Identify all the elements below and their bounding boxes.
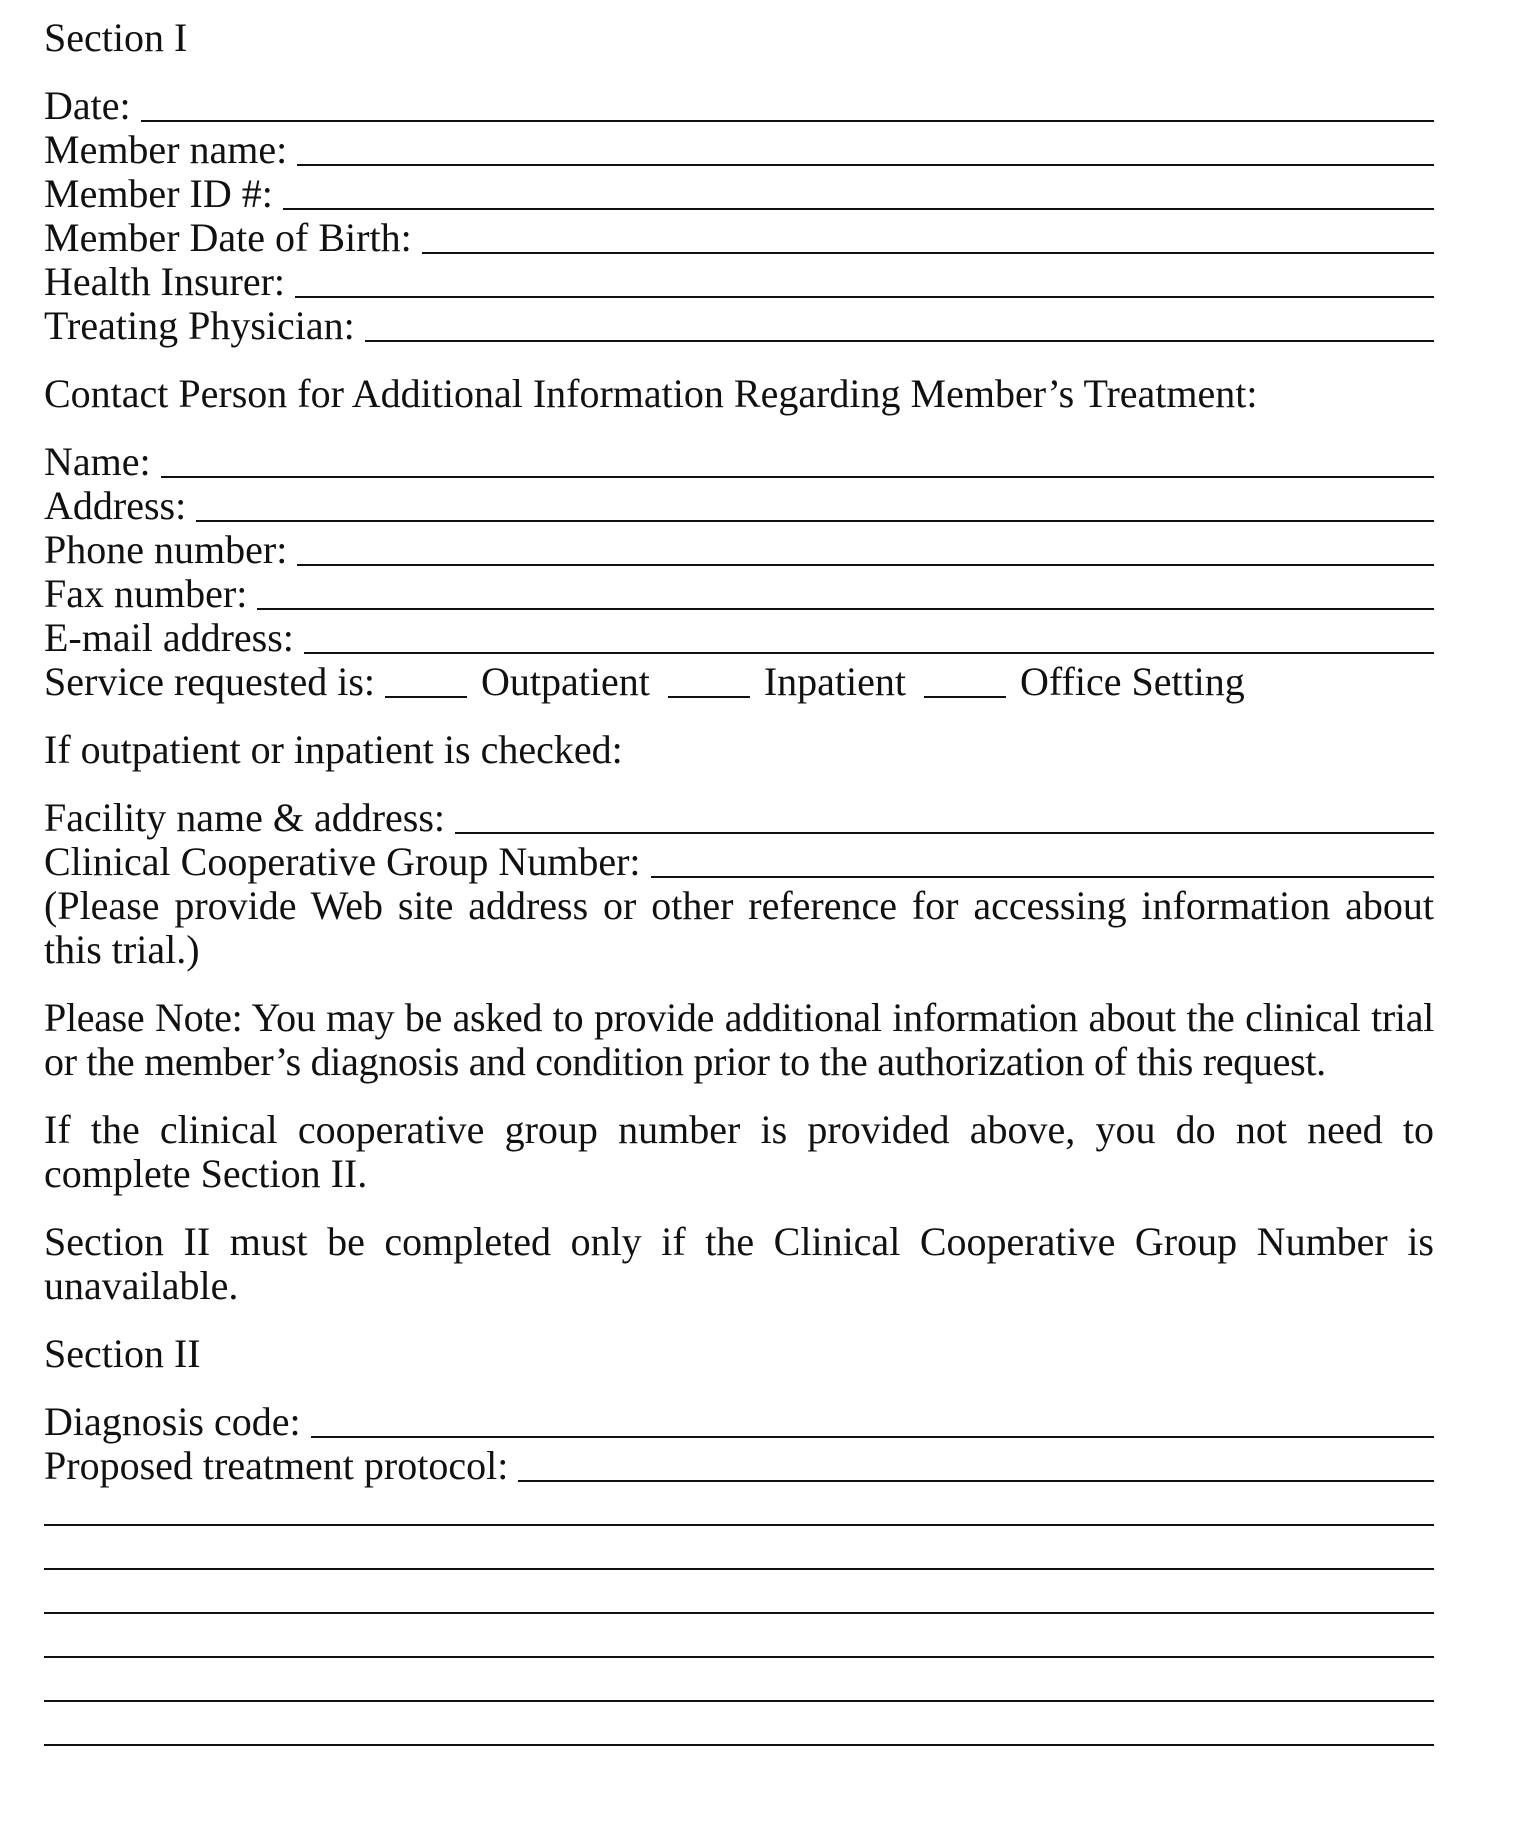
group-number-paragraph: If the clinical cooperative group number is provided above, you do not need to complete Section II. — [44, 1107, 1434, 1196]
treating-physician-field[interactable] — [365, 304, 1434, 342]
facility-fields — [44, 796, 1434, 972]
member-dob-field[interactable] — [422, 216, 1434, 254]
treatment-protocol-field[interactable] — [518, 1444, 1434, 1482]
section-2-requirement-paragraph: Section II must be completed only if the Clinical Cooperative Group Number is unavailable. — [44, 1219, 1434, 1308]
section-1-fields — [44, 84, 1434, 348]
protocol-line — [44, 1664, 1434, 1708]
member-dob-label: Member Date of Birth: — [44, 215, 412, 260]
member-dob-row — [44, 216, 1434, 260]
contact-phone-field[interactable] — [297, 528, 1434, 566]
contact-name-label: Name: — [44, 439, 151, 484]
member-name-field[interactable] — [297, 128, 1434, 166]
protocol-line — [44, 1708, 1434, 1752]
protocol-line-field[interactable] — [44, 1708, 1434, 1746]
health-insurer-row — [44, 260, 1434, 304]
health-insurer-field[interactable] — [295, 260, 1434, 298]
diagnosis-code-label: Diagnosis code: — [44, 1399, 301, 1444]
protocol-line — [44, 1576, 1434, 1620]
treating-physician-label: Treating Physician: — [44, 303, 355, 348]
contact-fax-field[interactable] — [257, 572, 1434, 610]
date-row — [44, 84, 1434, 128]
inpatient-label: Inpatient — [763, 659, 907, 704]
contact-name-field[interactable] — [161, 440, 1434, 478]
please-note-paragraph: Please Note: You may be asked to provide additional information about the clinical trial or the member’s diagnosis and condition prior to the authorization of this request. — [44, 995, 1434, 1084]
member-id-field[interactable] — [283, 172, 1434, 210]
group-number-label: Clinical Cooperative Group Number: — [44, 839, 641, 884]
contact-address-field[interactable] — [196, 484, 1434, 522]
section-1-title: Section I — [44, 15, 188, 60]
protocol-line-field[interactable] — [44, 1488, 1434, 1526]
outpatient-label: Outpatient — [481, 659, 650, 704]
form-page — [44, 16, 1434, 1752]
protocol-line-field[interactable] — [44, 1620, 1434, 1658]
protocol-line — [44, 1532, 1434, 1576]
protocol-line-field[interactable] — [44, 1532, 1434, 1570]
facility-label: Facility name & address: — [44, 795, 446, 840]
facility-heading: If outpatient or inpatient is checked: — [44, 727, 623, 772]
service-requested-label: Service requested is: — [44, 659, 375, 704]
diagnosis-code-field[interactable] — [311, 1400, 1434, 1438]
protocol-line — [44, 1488, 1434, 1532]
contact-phone-row — [44, 528, 1434, 572]
group-number-field[interactable] — [651, 840, 1434, 878]
facility-field[interactable] — [455, 796, 1434, 834]
facility-row — [44, 796, 1434, 840]
contact-fields — [44, 440, 1434, 704]
contact-address-row — [44, 484, 1434, 528]
protocol-line — [44, 1620, 1434, 1664]
protocol-line-field[interactable] — [44, 1664, 1434, 1702]
contact-email-label: E-mail address: — [44, 615, 294, 660]
member-name-label: Member name: — [44, 127, 288, 172]
contact-address-label: Address: — [44, 483, 187, 528]
protocol-line-field[interactable] — [44, 1576, 1434, 1614]
reference-note: (Please provide Web site address or other reference for accessing information about this trial.) — [44, 883, 1434, 972]
contact-fax-label: Fax number: — [44, 571, 248, 616]
contact-email-row — [44, 616, 1434, 660]
contact-email-field[interactable] — [304, 616, 1434, 654]
service-requested-row — [44, 660, 1434, 704]
treatment-protocol-label: Proposed treatment protocol: — [44, 1443, 509, 1488]
office-setting-label: Office Setting — [1020, 659, 1245, 704]
group-number-row — [44, 840, 1434, 884]
inpatient-checkbox[interactable] — [668, 660, 750, 698]
date-field[interactable] — [141, 84, 1434, 122]
contact-heading: Contact Person for Additional Information Regarding Member’s Treatment: — [44, 371, 1258, 416]
outpatient-checkbox[interactable] — [385, 660, 467, 698]
contact-name-row — [44, 440, 1434, 484]
section-2-title: Section II — [44, 1331, 201, 1376]
contact-fax-row — [44, 572, 1434, 616]
contact-phone-label: Phone number: — [44, 527, 288, 572]
member-id-label: Member ID #: — [44, 171, 273, 216]
office-setting-checkbox[interactable] — [924, 660, 1006, 698]
diagnosis-code-row — [44, 1400, 1434, 1444]
health-insurer-label: Health Insurer: — [44, 259, 286, 304]
date-label: Date: — [44, 83, 131, 128]
treating-physician-row — [44, 304, 1434, 348]
member-name-row — [44, 128, 1434, 172]
treatment-protocol-continuation — [44, 1488, 1434, 1752]
member-id-row — [44, 172, 1434, 216]
section-2-fields — [44, 1400, 1434, 1752]
treatment-protocol-row — [44, 1444, 1434, 1488]
